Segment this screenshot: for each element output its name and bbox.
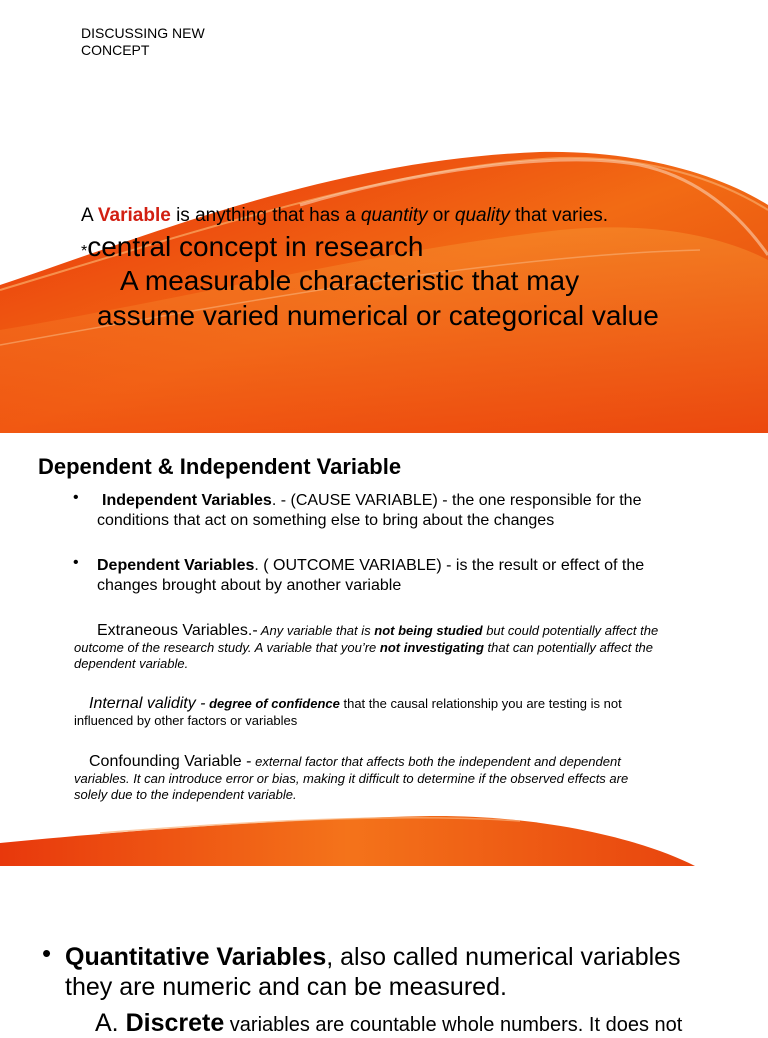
extraneous-text-2: but could potentially affect the outcome of the research study. A variable that you’re xyxy=(74,623,659,655)
confounding-variable-item xyxy=(74,754,664,804)
degree-of-confidence: degree of confidence xyxy=(205,696,340,711)
internal-validity-item xyxy=(74,696,664,729)
varied-value-line: assume varied numerical or categorical value xyxy=(97,300,659,331)
extraneous-text: Any variable that is xyxy=(257,623,375,638)
extraneous-variables-term: Extraneous Variables.- xyxy=(97,622,258,639)
quantitative-variables-desc: , also called numerical variables they are numeric and can be measured. xyxy=(65,943,681,1001)
independent-variables-desc-2: conditions that act on something else to bring about the changes xyxy=(97,512,555,529)
dependent-variables-desc: . ( OUTCOME VARIABLE) - is the result or effect of the xyxy=(254,557,645,574)
asterisk: * xyxy=(81,243,88,260)
independent-variables-item xyxy=(97,491,697,531)
slide-discussing-new-concept xyxy=(0,0,768,433)
variable-term: Variable xyxy=(97,205,171,226)
discrete-desc: variables are countable whole numbers. It does not xyxy=(224,1014,683,1036)
slide-dependent-independent xyxy=(0,433,768,866)
slide-heading: DISCUSSING NEW CONCEPT xyxy=(81,25,205,58)
definition-text-or: or xyxy=(427,205,455,226)
discrete-term: Discrete xyxy=(125,1009,225,1037)
slide-quantitative-variables xyxy=(0,866,768,1037)
internal-validity-term: Internal validity - xyxy=(89,695,206,712)
not-being-studied: not being studied xyxy=(374,623,483,638)
central-concept-text: central concept in research xyxy=(87,231,424,262)
definition-suffix: that varies. xyxy=(509,205,609,226)
measurable-characteristic-line: A measurable characteristic that may xyxy=(120,265,580,296)
confounding-variable-text: external factor that affects both the independent and dependent variables. It can introduce error or bias, making it difficult to determine if the observed effects are solely due to the independent variable. xyxy=(74,754,629,802)
bullet-dot: • xyxy=(42,938,52,968)
quantity-word: quantity xyxy=(360,205,428,226)
quality-word: quality xyxy=(454,205,510,226)
variable-definition xyxy=(81,205,608,227)
discrete-prefix: A. xyxy=(95,1009,126,1037)
quantitative-variables-item xyxy=(65,942,725,1002)
extraneous-text-3: that can potentially affect the dependent variable. xyxy=(74,639,654,671)
internal-validity-text: that the causal relationship you are testing is not influenced by other factors or variables xyxy=(74,696,622,728)
confounding-variable-term: Confounding Variable - xyxy=(89,753,252,770)
discrete-variables-item xyxy=(95,1009,682,1038)
quantitative-variables-term: Quantitative Variables xyxy=(65,943,327,971)
bullet-dot: • xyxy=(73,489,79,506)
dependent-variables-term: Dependent Variables xyxy=(97,557,255,574)
dependent-variables-item xyxy=(97,556,697,596)
definition-text: is anything that has a xyxy=(170,205,361,226)
central-concept-line xyxy=(81,231,423,263)
dependent-variables-desc-2: changes brought about by another variable xyxy=(97,577,402,594)
independent-variables-term: Independent Variables xyxy=(102,492,272,509)
extraneous-variables-item xyxy=(74,623,684,673)
slide-title: Dependent & Independent Variable xyxy=(38,454,402,479)
bullet-dot: • xyxy=(73,554,79,571)
independent-variables-desc: . - (CAUSE VARIABLE) - the one responsible for the xyxy=(271,492,642,509)
definition-prefix: A xyxy=(81,205,98,226)
not-investigating: not investigating xyxy=(379,639,484,655)
